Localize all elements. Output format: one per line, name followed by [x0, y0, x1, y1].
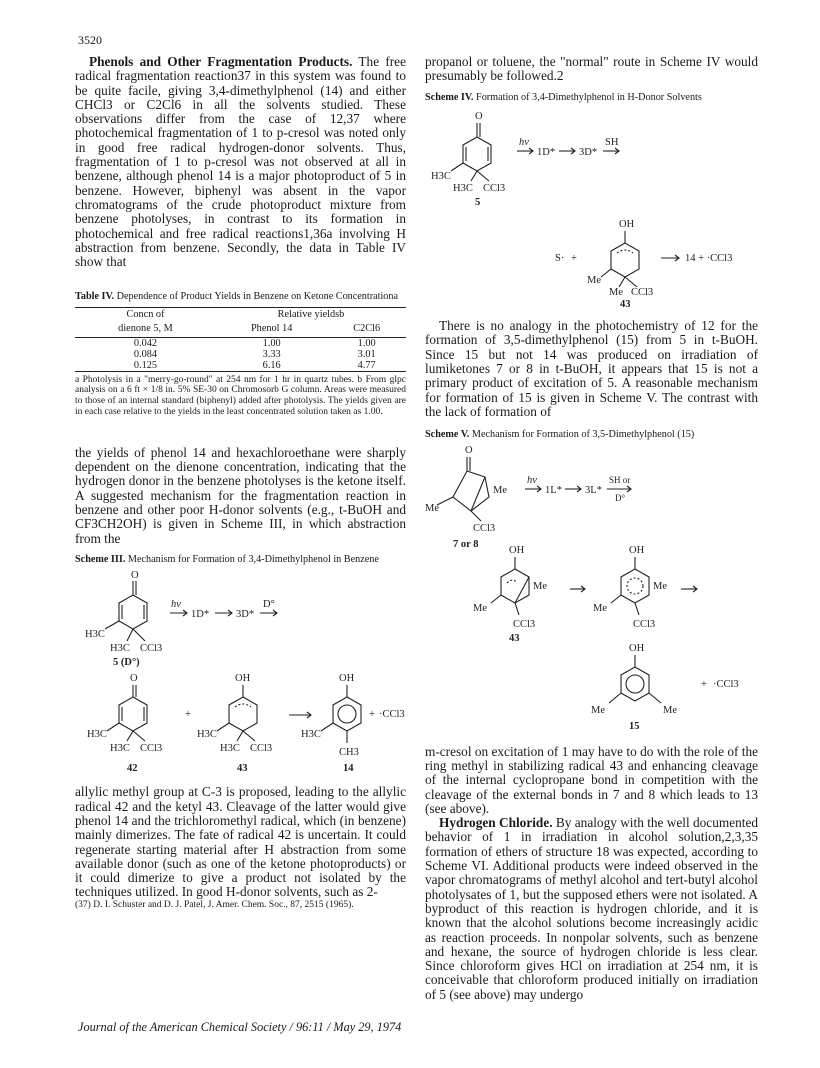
atom-label: H3C	[110, 643, 130, 655]
scheme-title: Formation of 3,4-Dimethylphenol in H-Donor Solvents	[476, 91, 702, 103]
paragraph: the yields of phenol 14 and hexachloroethane were sharply dependent on the dienone concentration, indicating that the hydrogen donor in the benzene photolyses is the ketone itself. A suggested mechanism for the fragmentation reaction in benzene and other poor H-donor solvents (e.g., t-BuOH and CF3CH2OH) is given in Scheme III, in which abstraction from the	[75, 444, 406, 546]
state-label: 1D*	[537, 147, 556, 159]
atom-label: CCl3	[140, 743, 163, 755]
paragraph: propanol or toluene, the "normal" route in Scheme IV would presumably be followed.2	[425, 54, 758, 84]
atom-label: Me	[493, 484, 507, 496]
scheme-caption	[75, 554, 406, 566]
atom-label: OH	[339, 673, 355, 685]
atom-label: OH	[619, 219, 635, 231]
scheme-title: Mechanism for Formation of 3,4-Dimethylphenol in Benzene	[127, 553, 379, 565]
compound-label: 14	[343, 763, 354, 775]
product-label: 14 + ·CCl3	[685, 253, 733, 265]
paragraph: There is no analogy in the photochemistry of 12 for the formation of 3,5-dimethylphenol (15) from 5 in t-BuOH. Since 15 but not 14 was produced on irradiation of lumiketones 7 or 8 in t-BuOH, it appears that 15 is not a primary product of excitation of 5. A reasonable mechanism for formation of 15 is given in Scheme V. The contrast with the lack of formation of	[425, 318, 758, 419]
atom-label: Me	[653, 580, 667, 592]
atom-label: O	[131, 570, 139, 582]
radical-label: +	[369, 709, 375, 721]
atom-label: OH	[629, 544, 645, 556]
reagent-label: D°	[615, 492, 626, 503]
atom-label: H3C	[220, 743, 240, 755]
scheme-v-diagram	[425, 441, 758, 741]
right-column	[425, 55, 758, 1002]
scheme-label: Scheme IV.	[425, 91, 474, 103]
hv-label: hν	[527, 474, 537, 486]
atom-label: CCl3	[633, 618, 656, 630]
state-label: 1D*	[191, 609, 210, 621]
atom-label: CCl3	[473, 522, 496, 534]
scheme-iii-diagram	[75, 565, 406, 785]
paragraph	[425, 816, 758, 1002]
atom-label: O	[130, 673, 138, 685]
atom-label: CCl3	[140, 643, 163, 655]
atom-label: Me	[593, 602, 607, 614]
section-heading: Hydrogen Chloride.	[439, 815, 553, 831]
atom-label: O	[475, 111, 483, 123]
hv-label: hν	[171, 599, 181, 611]
atom-label: OH	[629, 642, 645, 654]
atom-label: H3C	[87, 729, 107, 741]
table-row: 0.084 3.33 3.01	[133, 348, 376, 360]
col-header: dienone 5, M	[118, 323, 173, 335]
atom-label: CCl3	[250, 743, 273, 755]
atom-label: CCl3	[631, 287, 654, 299]
atom-label: OH	[235, 673, 251, 685]
atom-label: Me	[609, 287, 623, 299]
compound-label: 43	[620, 299, 631, 308]
atom-label: H3C	[431, 171, 451, 183]
compound-label: 5 (D°)	[113, 657, 140, 669]
atom-label: H3C	[197, 729, 217, 741]
scheme-label: Scheme V.	[425, 429, 470, 441]
col-header: C2Cl6	[353, 323, 381, 335]
atom-label: Me	[533, 580, 547, 592]
atom-label: CCl3	[513, 618, 536, 630]
span-header: Relative yieldsb	[277, 308, 345, 320]
paragraph: m-cresol on excitation of 1 may have to do with the role of the ring methyl in stabilizing radical 43 and enhancing cleavage of the internal cyclopropane bond in competition with the cleavage of the external bonds in 7 and 8 which leads to 13 (see above).	[425, 743, 758, 816]
scheme-caption	[425, 92, 758, 104]
compound-label: 5	[475, 197, 481, 209]
radical-label: S·	[555, 253, 565, 265]
compound-label: 7 or 8	[453, 538, 479, 550]
atom-label: Me	[591, 704, 605, 716]
scheme-iv-diagram	[425, 103, 758, 307]
paragraph-text: The free radical fragmentation reaction37 in this system was found to be quite facile, giving 3,4-dimethylphenol (14) and either CHCl3 or C2Cl6 in all the solvents studied. These observations differ from the case of 12,37 where photochemical fragmentation of 1 to p-cresol was noted only in good free radical hydrogen-donor solvents. Thus, fragmentation of 1 to p-cresol was not observed at all in benzene, although phenol 14 is a major photoproduct of 5 in benzene. However, biphenyl was absent in the vapor chromatograms of the crude photoproduct mixture from benzene photolyses, in contrast to its formation in photochemical and free radical reactions1,36a involving H abstraction from benzene. Secondly, the data in Table IV show that	[75, 54, 406, 270]
atom-label: Me	[663, 704, 677, 716]
state-label: 3L*	[585, 484, 602, 496]
atom-label: H3C	[453, 183, 473, 195]
table-footnote: a Photolysis in a "merry-go-round" at 254 nm for 1 hr in quartz tubes. b From glpc analysis on a 6 ft × 1/8 in. 5% SE-30 on Chromosorb G column. Areas were measured to those of an internal standard (biphenyl) added after photolysis. The yields given are in each case relative to the yields in the least concentrated solution taken as 1.00.	[75, 374, 406, 417]
scheme-caption	[425, 429, 758, 441]
footnote: (37) D. I. Schuster and D. J. Patel, J. Amer. Chem. Soc., 87, 2515 (1965).	[75, 899, 354, 910]
atom-label: CH3	[339, 747, 359, 759]
table-iv	[75, 307, 406, 372]
journal-footer: Journal of the American Chemical Society / 96:11 / May 29, 1974	[78, 1020, 402, 1034]
section-heading: Phenols and Other Fragmentation Products.	[89, 54, 353, 69]
radical-label: ·CCl3	[713, 678, 739, 690]
atom-label: Me	[473, 602, 487, 614]
table-caption	[75, 291, 406, 303]
compound-label: 43	[237, 763, 248, 775]
atom-label: H3C	[85, 629, 105, 641]
paragraph: allylic methyl group at C-3 is proposed, leading to the allylic radical 42 and the ketyl 43. Cleavage of the latter would give phenol 14 and the trichloromethyl radical, which (in benzene) mainly dimerizes. The fate of radical 42 is uncertain. It could regenerate starting material after H abstraction from some available donor (such as one of the ketone photoproducts) or it could dimerize to give a product not isolated by the techniques utilized. In good H-donor solvents, such as 2-	[75, 784, 406, 900]
reagent-label: D°	[263, 599, 275, 611]
table-label: Table IV.	[75, 291, 115, 303]
hv-label: hν	[519, 137, 529, 149]
compound-label: 15	[629, 720, 640, 732]
atom-label: O	[465, 444, 473, 456]
state-label: 3D*	[579, 147, 598, 159]
compound-label: 43	[509, 632, 520, 644]
atom-label: Me	[587, 275, 601, 287]
atom-label: H3C	[110, 743, 130, 755]
atom-label: H3C	[301, 729, 321, 741]
plus-sign: +	[185, 709, 191, 721]
radical-label: ·CCl3	[379, 709, 405, 721]
state-label: 1L*	[545, 484, 562, 496]
atom-label: CCl3	[483, 183, 506, 195]
left-column	[75, 55, 406, 911]
table-caption-text: Dependence of Product Yields in Benzene on Ketone Concentrationa	[116, 291, 399, 303]
paragraph-text: By analogy with the well documented behavior of 1 in irradiation in alcohol solution,2,3,35 formation of ethers of structure 18 was expected, according to Scheme VI. Additional products were indeed observed in the vapor chromatograms of methyl alcohol and tert-butyl alcohol photolysates of 1, but the supposed ethers were not isolated. A byproduct of this reaction is hydrogen chloride, and it is known that the alcohol solutions become increasingly acidic as reaction proceeds. In nonpolar solvents, such as benzene and hexane, the source of hydrogen chloride is less clear. Since chloroform gives HCl on irradiation at 254 nm, it is conceivable that chloroform produced initially on irradiation of 5 (see above) may undergo	[425, 815, 758, 1002]
reagent-label: SH	[605, 137, 619, 149]
table-row: 0.125 6.16 4.77	[75, 360, 406, 372]
atom-label: Me	[425, 502, 439, 514]
page-number: 3520	[78, 33, 102, 47]
compound-label: 42	[127, 763, 138, 775]
atom-label: OH	[509, 544, 525, 556]
paragraph	[75, 55, 406, 269]
plus-sign: +	[571, 253, 577, 265]
reagent-label: SH or	[609, 474, 631, 485]
scheme-title: Mechanism for Formation of 3,5-Dimethylphenol (15)	[471, 429, 695, 441]
scheme-label: Scheme III.	[75, 553, 126, 565]
state-label: 3D*	[236, 609, 255, 621]
table-row: 0.042 1.00 1.00	[133, 337, 376, 349]
plus-sign: +	[701, 678, 707, 690]
col-header: Concn of	[126, 308, 165, 320]
col-header: Phenol 14	[250, 323, 293, 335]
